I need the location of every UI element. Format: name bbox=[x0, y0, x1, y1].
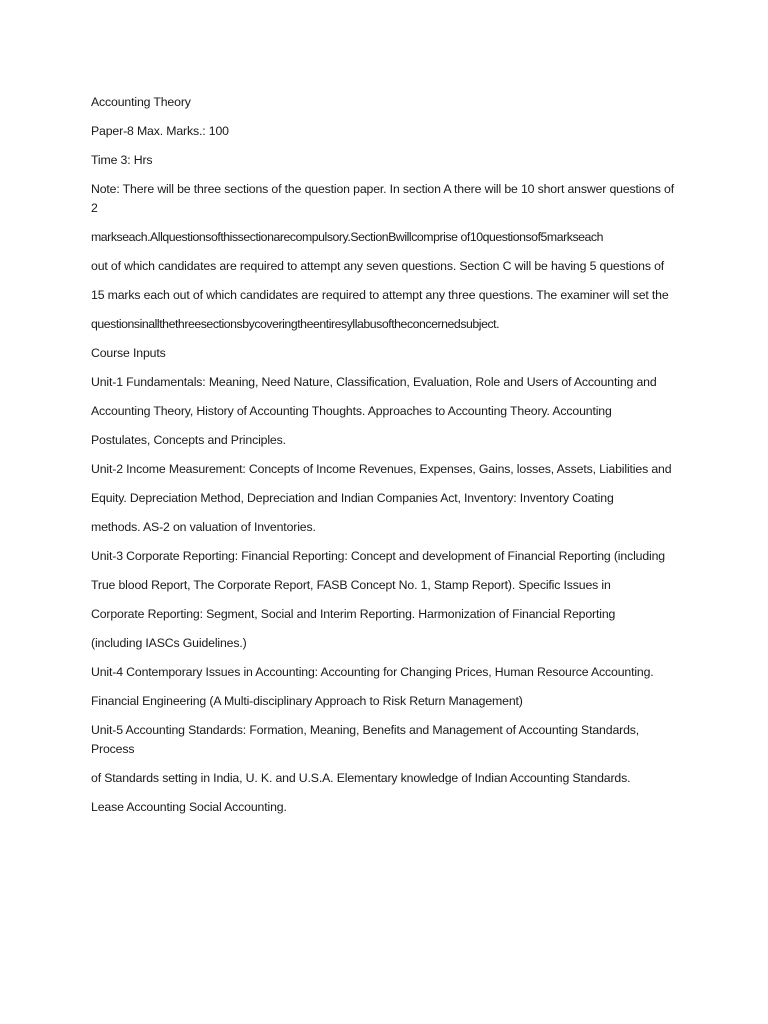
unit-1-continuation: Accounting Theory, History of Accounting Thoughts. Approaches to Accounting Theory. Accounting bbox=[91, 404, 612, 418]
unit-3-paragraph: Unit-3 Corporate Reporting: Financial Reporting: Concept and development of Financial Reporting (including bbox=[91, 549, 665, 563]
unit-1-postulates: Postulates, Concepts and Principles. bbox=[91, 433, 286, 447]
unit-2-continuation: Equity. Depreciation Method, Depreciation and Indian Companies Act, Inventory: Inventory Coating bbox=[91, 491, 614, 505]
unit-5-lease: Lease Accounting Social Accounting. bbox=[91, 800, 287, 814]
unit-4-paragraph: Unit-4 Contemporary Issues in Accounting: Accounting for Changing Prices, Human Resource Accounting. bbox=[91, 665, 654, 679]
unit-4-continuation: Financial Engineering (A Multi-disciplinary Approach to Risk Return Management) bbox=[91, 694, 523, 708]
time-line: Time 3: Hrs bbox=[91, 153, 153, 167]
note-paragraph: Note: There will be three sections of the question paper. In section A there will be 10 short answer questions of 2 bbox=[91, 182, 674, 215]
note-continuation: markseach.Allquestionsofthissectionarecompulsory.SectionBwillcomprise of10questionsof5markseach bbox=[91, 230, 604, 244]
unit-5-continuation: of Standards setting in India, U. K. and U.S.A. Elementary knowledge of Indian Accounting Standards. bbox=[91, 771, 631, 785]
unit-3-continuation: True blood Report, The Corporate Report, FASB Concept No. 1, Stamp Report). Specific Issues in bbox=[91, 578, 611, 592]
note-section-b-c: out of which candidates are required to attempt any seven questions. Section C will be having 5 questions of bbox=[91, 259, 665, 273]
note-syllabus-coverage: questionsinallthethreesectionsbycoveringtheentiresyllabusoftheconcernedsubject. bbox=[91, 317, 500, 331]
unit-5-paragraph: Unit-5 Accounting Standards: Formation, Meaning, Benefits and Management of Accounting Standards, Process bbox=[91, 723, 640, 756]
unit-2-methods: methods. AS-2 on valuation of Inventories. bbox=[91, 520, 316, 534]
course-inputs-heading: Course Inputs bbox=[91, 346, 166, 360]
document-title: Accounting Theory bbox=[91, 95, 191, 109]
note-section-c-marks: 15 marks each out of which candidates are required to attempt any three questions. The examiner will set the bbox=[91, 288, 669, 302]
unit-1-paragraph: Unit-1 Fundamentals: Meaning, Need Nature, Classification, Evaluation, Role and Users of Accounting and bbox=[91, 375, 657, 389]
unit-2-paragraph: Unit-2 Income Measurement: Concepts of Income Revenues, Expenses, Gains, losses, Assets, Liabilities and bbox=[91, 462, 672, 476]
document-page bbox=[91, 93, 676, 827]
unit-3-corporate-reporting: Corporate Reporting: Segment, Social and Interim Reporting. Harmonization of Financial Reporting bbox=[91, 607, 616, 621]
paper-marks-line: Paper-8 Max. Marks.: 100 bbox=[91, 124, 229, 138]
unit-3-iasc: (including IASCs Guidelines.) bbox=[91, 636, 247, 650]
